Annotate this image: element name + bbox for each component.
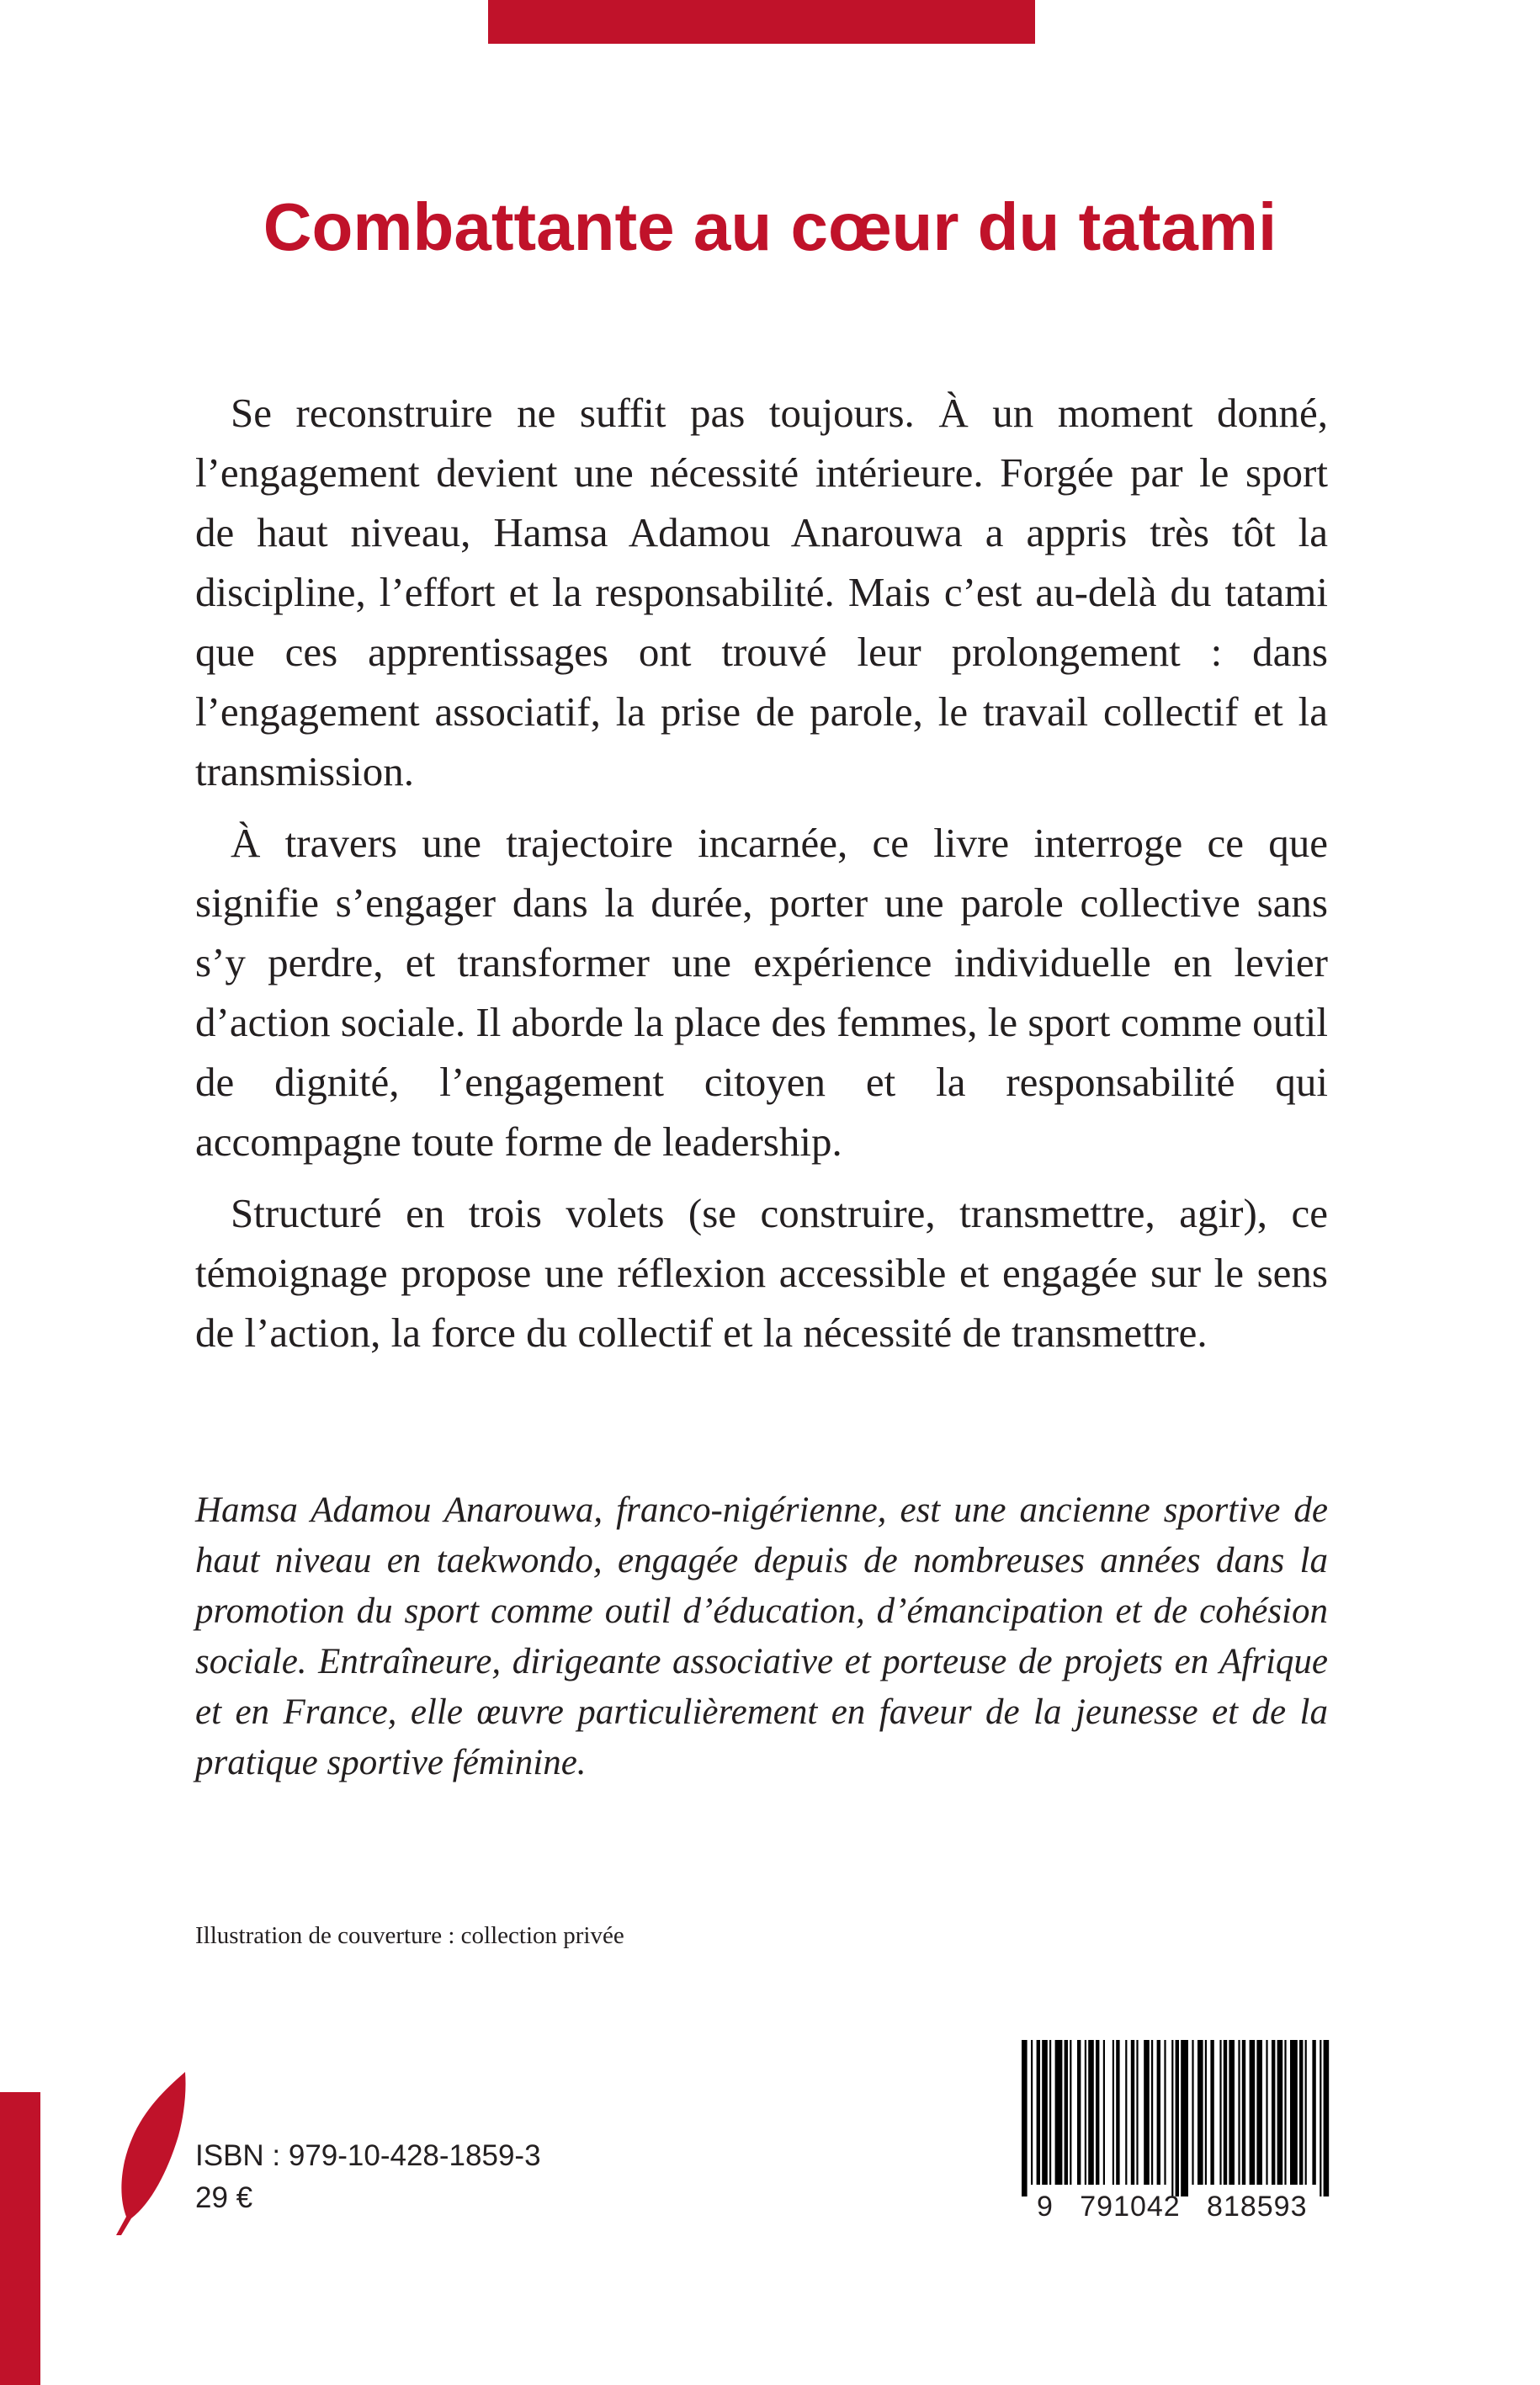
summary-paragraph-3: Structuré en trois volets (se construire, transmettre, agir), ce témoignage propose une réflexion accessible et engagée sur le sens de l’action, la force du collectif et la nécessité de transmettre.: [195, 1190, 1328, 1356]
barcode-bar: [1305, 2040, 1307, 2185]
barcode-bar: [1238, 2040, 1240, 2185]
barcode-bar: [1065, 2040, 1068, 2185]
barcode-bar: [1176, 2040, 1179, 2196]
barcode-bar: [1096, 2040, 1099, 2185]
side-accent-bar: [0, 2092, 40, 2385]
barcode-bar: [1277, 2040, 1283, 2185]
feather-icon: [101, 2069, 194, 2237]
barcode-bar: [1070, 2040, 1071, 2185]
barcode-bar: [1113, 2040, 1114, 2185]
barcode-bar: [1136, 2040, 1138, 2185]
cover-credit: Illustration de couverture : collection privée: [195, 1922, 624, 1949]
barcode-bar: [1049, 2040, 1051, 2185]
isbn: ISBN : 979-10-428-1859-3: [195, 2139, 541, 2172]
book-title: Combattante au cœur du tatami: [263, 189, 1277, 264]
barcode-bar: [1290, 2040, 1298, 2185]
barcode-icon: [1018, 2040, 1334, 2204]
barcode-bar: [1324, 2040, 1330, 2196]
barcode-bar: [1151, 2040, 1153, 2185]
summary-paragraph-1: Se reconstruire ne suffit pas toujours. À un moment donné, l’engagement devient une nécessité intérieure. Forgée par le sport de haut niveau, Hamsa Adamou Anarouwa a appris très tôt la discipline, l’effort et la responsabilité. Mais c’est au-delà du tatami que ces apprentissages ont trouvé leur prolongement : dans l’engagement associatif, la prise de parole, le travail collectif et la transmission.: [195, 390, 1328, 794]
barcode-bar: [1224, 2040, 1227, 2185]
barcode-bar: [1219, 2040, 1221, 2185]
barcode-bar: [1164, 2040, 1166, 2185]
book-summary: [195, 383, 1328, 1374]
barcode-bar: [1171, 2040, 1173, 2196]
barcode-bar: [1031, 2040, 1033, 2185]
barcode-bar: [1256, 2040, 1262, 2185]
top-accent-bar: [488, 0, 1035, 44]
barcode-bar: [1022, 2040, 1028, 2196]
barcode-digits: 9 791042 818593: [1037, 2191, 1308, 2223]
barcode-bar: [1210, 2040, 1213, 2185]
barcode-bar: [1312, 2040, 1315, 2185]
barcode-bar: [1037, 2040, 1040, 2185]
barcode-bar: [1077, 2040, 1081, 2185]
barcode-bar: [1266, 2040, 1267, 2185]
barcode-bar: [1299, 2040, 1303, 2185]
barcode-bar: [1085, 2040, 1086, 2185]
barcode-bar: [1157, 2040, 1160, 2185]
barcode-bar: [1116, 2040, 1119, 2185]
barcode-bar: [1242, 2040, 1245, 2185]
barcode-bar: [1131, 2040, 1134, 2185]
barcode-bar: [1272, 2040, 1275, 2185]
barcode-bar: [1103, 2040, 1105, 2185]
barcode-bar: [1197, 2040, 1203, 2185]
barcode-bar: [1144, 2040, 1150, 2185]
barcode-bar: [1205, 2040, 1207, 2185]
barcode-bar: [1042, 2040, 1048, 2185]
price: 29 €: [195, 2181, 253, 2214]
barcode-bar: [1088, 2040, 1094, 2185]
barcode-bar: [1125, 2040, 1127, 2185]
summary-paragraph-2: À travers une trajectoire incarnée, ce livre interroge ce que signifie s’engager dans la durée, porter une parole collective sans s’y perdre, et transformer une expérience individuelle en levier d’action sociale. Il aborde la place des femmes, le sport comme outil de dignité, l’engagement citoyen et la responsabilité qui accompagne toute forme de leadership.: [195, 820, 1328, 1165]
barcode-bar: [1320, 2040, 1321, 2196]
barcode-bar: [1055, 2040, 1063, 2185]
author-bio: Hamsa Adamou Anarouwa, franco-nigérienne, est une ancienne sportive de haut niveau en taekwondo, engagée depuis de nombreuses années dans la promotion du sport comme outil d’éducation, d’émancipation et de cohésion sociale. Entraîneure, dirigeante associative et porteuse de projets en Afrique et en France, elle œuvre particulièrement en faveur de la jeunesse et de la pratique sportive féminine.: [195, 1490, 1328, 1782]
barcode-bar: [1284, 2040, 1286, 2185]
barcode-bar: [1250, 2040, 1256, 2185]
barcode-bar: [1181, 2040, 1188, 2196]
barcode-bar: [1229, 2040, 1235, 2185]
barcode-bar: [1192, 2040, 1193, 2185]
